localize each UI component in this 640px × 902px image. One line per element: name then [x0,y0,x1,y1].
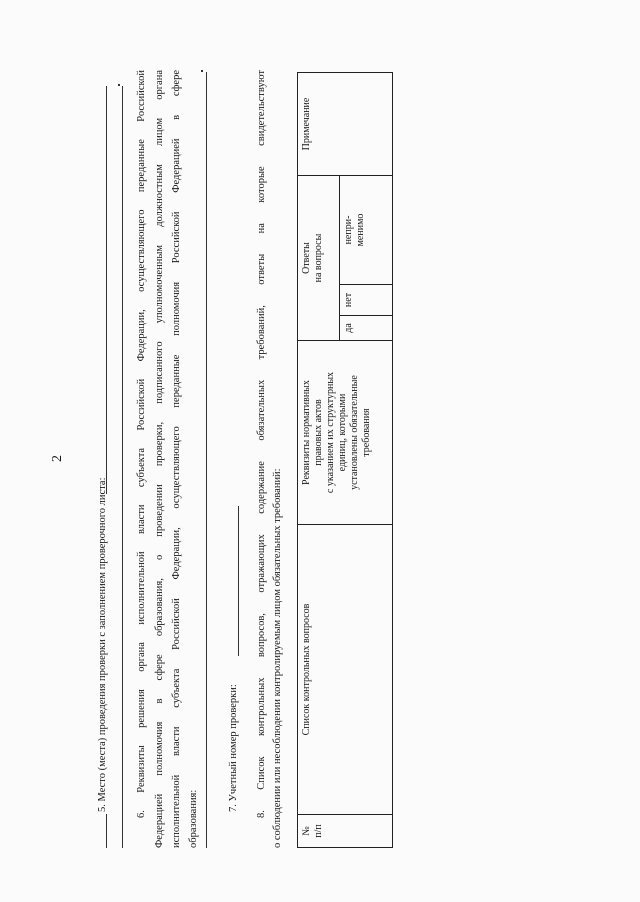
item7-label: 7. Учетный номер проверки: [228,684,239,812]
item6-line-1: 6. Реквизиты решения органа исполнительной власти субъекта Российской Федерации, осуществляющего переданные Российской [136,70,147,818]
header-answer-na [339,175,393,285]
header-requisites-line2: правовых актов [313,399,324,466]
item6-line-2: Федерацией полномочия в сфере образования, о проведении проверки, подписанного уполномоченным должностным лицом органа [154,70,165,848]
checklist-table [297,72,393,848]
item6-fill-line [206,72,207,848]
page-number: 2 [50,455,65,462]
header-answers [297,175,340,341]
item6-line-4: образования: [188,789,199,848]
item8-line-1: 8. Список контрольных вопросов, отражающих содержание обязательных требований, ответы на которые свидетельствуют [256,70,267,818]
header-requisites-line5: установлены обязательные [349,375,360,490]
header-note [297,72,393,176]
header-questions-label: Список контрольных вопросов [301,603,312,736]
item8-line-2: о соблюдении или несоблюдении контролируемым лицом обязательных требований: [272,468,283,848]
item5-second-line [122,86,123,848]
header-answer-yes [339,315,393,341]
header-note-label: Примечание [301,97,312,151]
header-answer-na-line2: менимо [355,213,366,247]
header-requisites-line6: требования [361,408,372,457]
header-requisites-line3: с указанием их структурных [325,371,336,494]
item6-end-mark [201,70,203,72]
header-num-line1: № [301,826,312,836]
header-answer-no-label: нет [343,292,354,308]
item7-fill-line [238,506,239,656]
item5-end-mark [118,84,120,86]
header-answers-line1: Ответы [301,242,312,274]
header-questions [297,524,393,815]
item5-fill-line [106,86,107,494]
header-answer-no [339,284,393,316]
item5-rule-left [106,814,107,848]
header-answer-na-line1: непри- [343,215,354,245]
header-requisites-line1: Реквизиты нормативных [301,380,312,485]
item5-label: 5. Место (места) проведения проверки с заполнением проверочного листа: [97,477,108,812]
header-num-line2: п/п [313,824,324,838]
header-num [297,814,393,848]
header-answers-line2: на вопросы [313,233,324,283]
header-answer-yes-label: да [343,323,354,333]
item6-line-3: исполнительной власти субъекта Российской Федерации, осуществляющего переданные полномочия Российской Федерацией в сфере [171,70,182,848]
header-requisites-line4: единиц, которыми [337,393,348,472]
header-requisites [297,340,393,525]
